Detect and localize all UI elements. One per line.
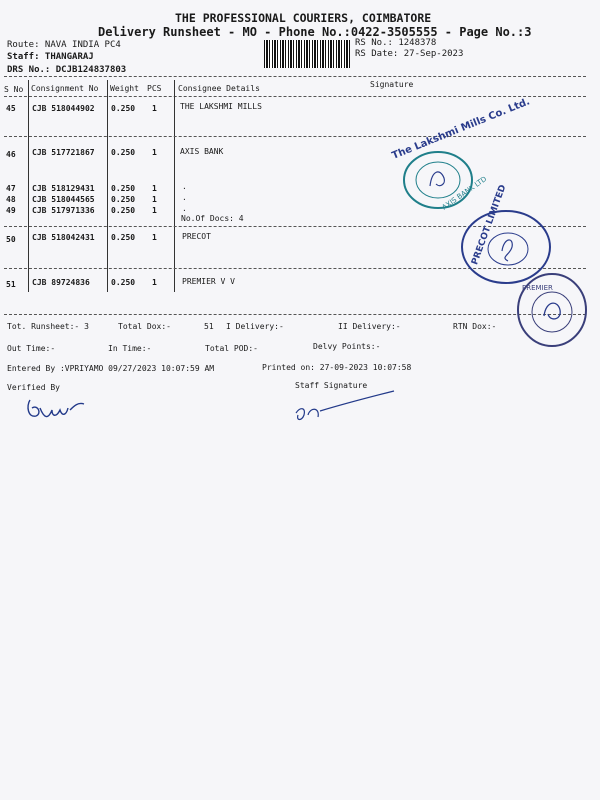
row-details: THE LAKSHMI MILLS xyxy=(180,102,262,111)
row-pcs: 1 xyxy=(152,104,157,113)
row-weight: 0.250 xyxy=(111,104,136,113)
row-sno: 47 xyxy=(6,184,16,193)
rs-date: RS Date: 27-Sep-2023 xyxy=(355,49,464,59)
divider xyxy=(4,76,586,77)
delvy-points: Delvy Points:- xyxy=(313,342,381,351)
col-pcs: PCS xyxy=(147,84,162,93)
row-sno: 51 xyxy=(6,280,16,289)
column-line xyxy=(174,80,175,292)
row-details: PREMIER V V xyxy=(182,277,235,286)
row-sno: 49 xyxy=(6,206,16,215)
row-pcs: 1 xyxy=(152,195,157,204)
svg-text:PRECOT LIMITED: PRECOT LIMITED xyxy=(470,183,509,267)
route-label: Route: NAVA INDIA PC4 xyxy=(7,40,121,50)
row-pcs: 1 xyxy=(152,148,157,157)
no-of-docs: No.Of Docs: 4 xyxy=(181,214,244,223)
column-line xyxy=(107,80,108,292)
row-sno: 46 xyxy=(6,150,16,159)
col-sno: S No xyxy=(4,85,24,94)
rs-number: RS No.: 1248378 xyxy=(355,38,437,48)
out-time: Out Time:- xyxy=(7,344,56,353)
row-weight: 0.250 xyxy=(111,148,136,157)
svg-text:PREMIER: PREMIER xyxy=(522,284,553,292)
total-dox-value: 51 xyxy=(204,322,214,331)
row-details: . xyxy=(182,204,187,213)
row-weight: 0.250 xyxy=(111,195,136,204)
col-consignee: Consignee Details xyxy=(178,84,260,93)
total-runsheet: Tot. Runsheet:- 3 xyxy=(7,322,89,331)
ii-delivery: II Delivery:- xyxy=(338,322,401,331)
total-dox-label: Total Dox:- xyxy=(118,322,171,331)
divider xyxy=(4,314,586,315)
row-weight: 0.250 xyxy=(111,206,136,215)
row-pcs: 1 xyxy=(152,278,157,287)
row-pcs: 1 xyxy=(152,184,157,193)
row-sno: 48 xyxy=(6,195,16,204)
row-weight: 0.250 xyxy=(111,233,136,242)
premier-stamp xyxy=(514,270,590,352)
row-consignment: CJB 518044902 xyxy=(32,104,95,113)
row-details: . xyxy=(182,182,187,191)
verifier-signature xyxy=(22,392,92,428)
rtn-dox: RTN Dox:- xyxy=(453,322,497,331)
row-weight: 0.250 xyxy=(111,278,136,287)
verified-by: Verified By xyxy=(7,383,60,392)
row-consignment: CJB 89724836 xyxy=(32,278,90,287)
entered-by: Entered By :VPRIYAMO 09/27/2023 10:07:59 AM xyxy=(7,364,215,373)
col-consignment: Consignment No xyxy=(31,84,99,93)
drs-number: DRS No.: DCJB124837803 xyxy=(7,65,127,75)
row-details: . xyxy=(182,193,187,202)
i-delivery: I Delivery:- xyxy=(226,322,284,331)
svg-text:The Lakshmi Mills Co. Ltd.: The Lakshmi Mills Co. Ltd. xyxy=(390,96,532,162)
svg-text:AXIS BANK LTD: AXIS BANK LTD xyxy=(440,174,489,212)
row-weight: 0.250 xyxy=(111,184,136,193)
staff-signature xyxy=(290,385,400,425)
printed-on: Printed on: 27-09-2023 10:07:58 xyxy=(262,363,412,372)
axis-bank-stamp xyxy=(400,148,489,214)
staff-label: Staff: THANGARAJ xyxy=(7,52,94,62)
row-consignment: CJB 517721867 xyxy=(32,148,95,157)
row-pcs: 1 xyxy=(152,206,157,215)
column-line xyxy=(28,80,29,292)
runsheet-title: Delivery Runsheet - MO - Phone No.:0422-3505555 - Page No.:3 xyxy=(98,25,532,39)
row-details: AXIS BANK xyxy=(180,147,224,156)
row-details: PRECOT xyxy=(182,232,211,241)
row-consignment: CJB 517971336 xyxy=(32,206,95,215)
barcode xyxy=(264,40,350,68)
col-signature: Signature xyxy=(370,80,414,89)
row-consignment: CJB 518129431 xyxy=(32,184,95,193)
total-pod: Total POD:- xyxy=(205,344,258,353)
staff-signature-label: Staff Signature xyxy=(295,381,368,390)
in-time: In Time:- xyxy=(108,344,152,353)
col-weight: Weight xyxy=(110,84,139,93)
row-pcs: 1 xyxy=(152,233,157,242)
row-sno: 50 xyxy=(6,235,16,244)
company-name: THE PROFESSIONAL COURIERS, COIMBATORE xyxy=(175,11,432,25)
row-sno: 45 xyxy=(6,104,16,113)
row-consignment: CJB 518042431 xyxy=(32,233,95,242)
row-consignment: CJB 518044565 xyxy=(32,195,95,204)
